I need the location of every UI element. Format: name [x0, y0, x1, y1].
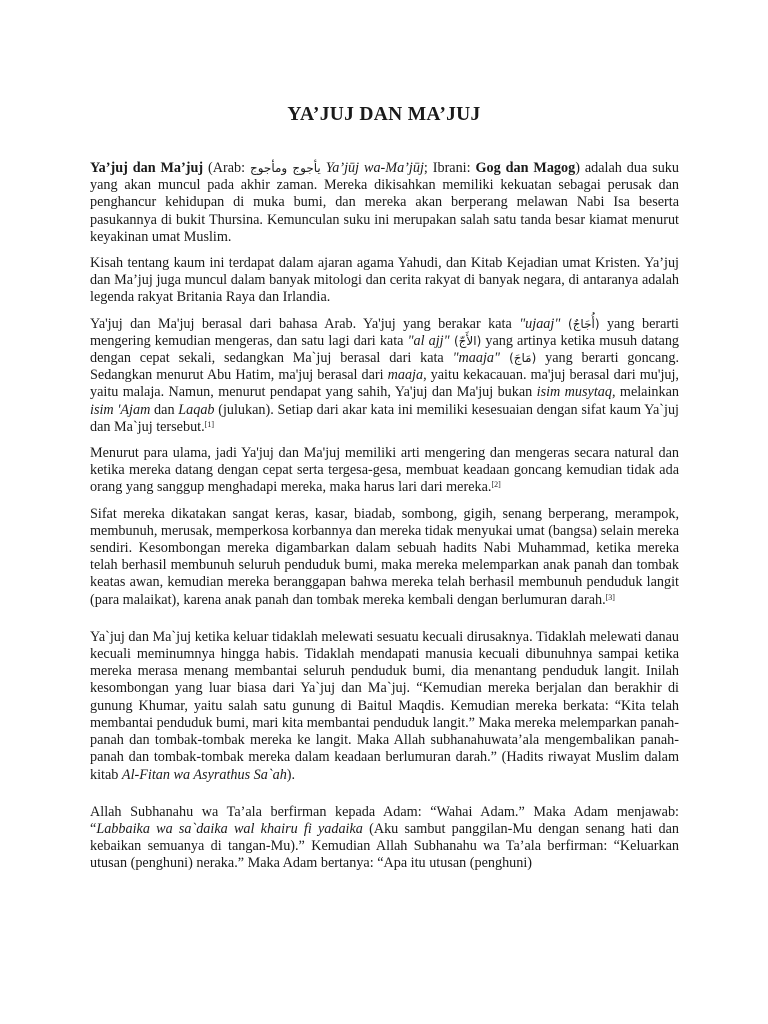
paragraph-3: Ya'juj dan Ma'juj berasal dari bahasa Arab. Ya'juj yang berakar kata "ujaaj" (أُجَاجٌ) yang berarti mengering kemudian mengeras, dan satu lagi dari kata "al ajj" (الأَجّ) yang artinya ketika musuh datang dengan cepat sekali, sedangkan Ma`juj berasal dari kata "maaja" (مَاجَ) yang berarti goncang. Sedangkan menurut Abu Hatim, ma'juj berasal dari maaja, yaitu kekacauan. ma'juj berasal dari mu'juj, yaitu malaja. Namun, menurut pendapat yang sahih, Ya'juj dan Ma'juj bukan isim musytaq, melainkan isim 'Ajam dan Laqab (julukan). Setiap dari akar kata ini memiliki kesesuaian dengan sifat kaum Ya`juj dan Ma`juj tersebut.[1] — [90, 315, 680, 435]
paragraph-6: Ya`juj dan Ma`juj ketika keluar tidaklah melewati sesuatu kecuali dirusaknya. Tidaklah melewati danau kecuali meminumnya hingga habis. Tidaklah mendapati manusia kecuali dibunuhnya sampai ketika mereka merasa menang membantai seluruh penduduk bumi, dia menantang penduduk langit. Inilah kesombongan yang luar biasa dari Ya`juj dan Ma`juj. “Kemudian mereka berjalan dan berakhir di gunung Khumar, yaitu salah satu gunung di Baitul Maqdis. Kemudian mereka berkata: “Kita telah membantai penduduk bumi, mari kita membantai penduduk langit.” Maka mereka melemparkan panah-panah dan tombak-tombak mereka ke langit. Maka Allah subhanahuwata’ala mengembalikan panah-panah dan tombak-tombak mereka dalam keadaan berlumuran darah.” (Hadits riwayat Muslim dalam kitab Al-Fitan wa Asyrathus Sa`ah). — [90, 628, 679, 783]
document-body — [90, 160, 679, 882]
paragraph-1: Ya’juj dan Ma’juj (Arab: يأجوج ومأجوج Ya’jūj wa-Ma’jūj; Ibrani: Gog dan Magog) adalah dua suku yang akan muncul pada akhir zaman. Mereka dikisahkan memiliki kekuatan sebagai perusak dan penghancur kehidupan di muka bumi, dan mereka akan berperang melawan Nabi Isa beserta pasukannya di bukit Thursina. Kemunculan suku ini merupakan salah satu tanda besar kiamat menurut keyakinan umat Muslim. — [90, 160, 679, 245]
footnote-ref-1[interactable]: [1] — [204, 419, 214, 429]
document-title: YA’JUJ DAN MA’JUJ — [287, 104, 481, 125]
paragraph-4: Menurut para ulama, jadi Ya'juj dan Ma'juj memiliki arti mengering dan mengeras secara natural dan ketika mereka datang dengan cepat serta tergesa-gesa, membuat keadaan goncang kemudian tidak ada orang yang sanggup menghadapi mereka, maka harus lari dari mereka.[2] — [90, 445, 679, 496]
footnote-ref-2[interactable]: [2] — [491, 480, 501, 490]
transliteration: Ya’jūj wa-Ma’jūj — [325, 160, 424, 176]
footnote-ref-3[interactable]: [3] — [605, 592, 615, 602]
paragraph-7: Allah Subhanahu wa Ta’ala berfirman kepada Adam: “Wahai Adam.” Maka Adam menjawab: “Labbaika wa sa`daika wal khairu fi yadaika (Aku sambut panggilan-Mu dengan senang hati dan kebaikan semuanya di tangan-Mu).” Kemudian Allah Subhanahu wa Ta’ala berfirman: “Keluarkan utusan (penghuni) neraka.” Maka Adam bertanya: “Apa itu utusan (penghuni) — [90, 803, 679, 872]
paragraph-2: Kisah tentang kaum ini terdapat dalam ajaran agama Yahudi, dan Kitab Kejadian umat Kristen. Ya’juj dan Ma’juj juga muncul dalam banyak mitologi dan cerita rakyat di banyak negara, di antaranya adalah legenda rakyat Britania Raya dan Irlandia. — [90, 255, 679, 306]
hebrew-name: Gog dan Magog — [475, 160, 576, 176]
paragraph-5: Sifat mereka dikatakan sangat keras, kasar, biadab, sombong, gigih, senang berperang, merampok, membunuh, merusak, memperkosa korbannya dan mereka tidak menyukai umat (bangsa) selain mereka sendiri. Kesombongan mereka digambarkan dalam sebuah hadits Nabi Muhammad, ketika mereka telah berhasil membunuh seluruh penduduk bumi, maka mereka melemparkan anak panah dan tombak keatas awan, kemudian mereka beranggapan bahwa mereka telah berhasil membunuh penduduk langit (para malaikat), karena anak panah dan tombak mereka kembali dengan berlumuran darah.[3] — [90, 505, 679, 608]
labbaika-phrase: Labbaika wa sa`daika wal khairu fi yadaika — [96, 820, 363, 837]
kitab-title: Al-Fitan wa Asyrathus Sa`ah — [121, 766, 287, 783]
arabic-name: يأجوج ومأجوج — [249, 161, 321, 175]
term-yajuj-majuj: Ya’juj dan Ma’juj — [90, 160, 204, 176]
